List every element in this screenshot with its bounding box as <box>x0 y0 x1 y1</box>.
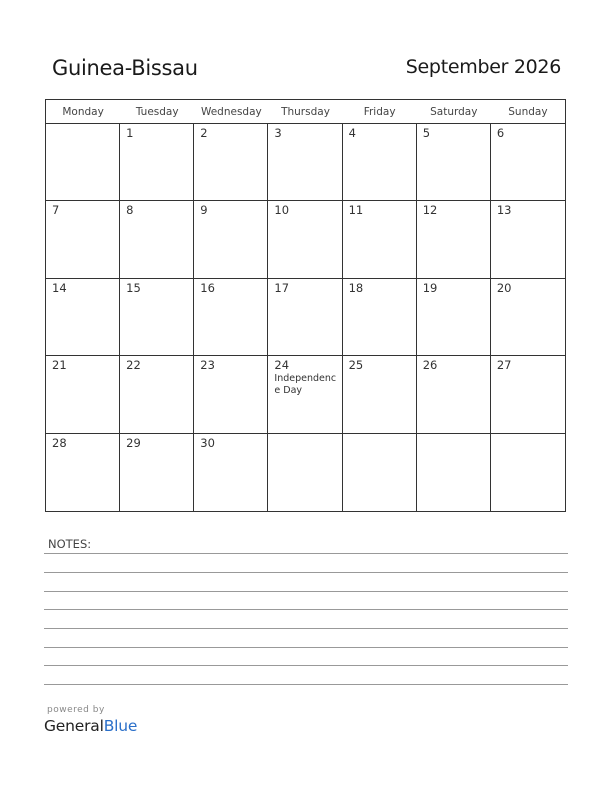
day-cell <box>120 201 194 278</box>
day-cell <box>491 124 565 201</box>
day-number: 9 <box>200 203 208 218</box>
day-cell <box>268 434 342 511</box>
note-line <box>44 591 568 592</box>
day-number: 3 <box>274 126 282 140</box>
day-cell <box>194 434 268 511</box>
day-number: 20 <box>496 280 512 295</box>
day-number: 12 <box>422 203 438 218</box>
day-number: 28 <box>52 435 67 450</box>
day-cell <box>491 434 565 511</box>
note-line <box>44 665 568 666</box>
day-number: 1 <box>126 126 134 140</box>
day-number: 24 <box>274 358 290 373</box>
day-cell <box>343 201 417 278</box>
day-cell <box>120 356 194 433</box>
day-cell <box>417 279 491 356</box>
day-cell <box>194 124 268 201</box>
day-number: 21 <box>52 358 67 373</box>
brand-logo-blue: Blue <box>103 717 138 735</box>
day-cell <box>268 201 342 278</box>
day-number: 25 <box>348 358 364 373</box>
day-cell <box>120 124 194 201</box>
day-cell <box>491 356 565 433</box>
day-cell <box>343 279 417 356</box>
day-cell <box>194 279 268 356</box>
weekday-header-friday: Friday <box>343 100 417 124</box>
day-number: 27 <box>496 358 512 373</box>
day-number: 8 <box>126 203 134 218</box>
day-cell <box>268 279 342 356</box>
day-number: 14 <box>52 280 67 295</box>
day-number: 2 <box>200 126 208 140</box>
day-cell <box>194 356 268 433</box>
day-cell <box>46 356 120 433</box>
powered-by-text: powered by <box>47 705 105 715</box>
holiday-label: Independence Day <box>274 373 337 397</box>
day-number: 30 <box>200 435 215 450</box>
day-number: 10 <box>274 203 290 218</box>
day-cell <box>343 356 417 433</box>
calendar-month-title: September 2026 <box>405 56 561 78</box>
day-number: 4 <box>348 126 356 140</box>
day-cell <box>194 201 268 278</box>
day-cell <box>491 201 565 278</box>
note-line <box>44 553 568 554</box>
day-cell <box>343 124 417 201</box>
day-number: 19 <box>422 280 438 295</box>
day-number: 7 <box>52 203 60 218</box>
day-cell <box>46 279 120 356</box>
day-cell <box>46 201 120 278</box>
note-line <box>44 684 568 685</box>
calendar-country-title: Guinea-Bissau <box>52 56 198 80</box>
day-cell <box>46 434 120 511</box>
day-number: 23 <box>200 358 215 373</box>
day-number: 26 <box>422 358 438 373</box>
day-number: 16 <box>200 280 215 295</box>
note-line <box>44 647 568 648</box>
brand-logo <box>44 717 137 735</box>
note-line <box>44 572 568 573</box>
day-cell <box>120 434 194 511</box>
day-cell <box>417 201 491 278</box>
day-number: 11 <box>348 203 364 218</box>
day-number: 22 <box>126 358 141 373</box>
weekday-header-tuesday: Tuesday <box>120 100 194 124</box>
day-number: 18 <box>348 280 364 295</box>
day-cell <box>46 124 120 201</box>
weekday-header-thursday: Thursday <box>268 100 342 124</box>
day-cell <box>417 434 491 511</box>
brand-logo-general: General <box>44 717 104 735</box>
weekday-header-monday: Monday <box>46 100 120 124</box>
day-cell <box>268 124 342 201</box>
day-cell <box>491 279 565 356</box>
day-cell <box>343 434 417 511</box>
note-line <box>44 609 568 610</box>
day-number: 29 <box>126 435 141 450</box>
day-cell <box>268 356 342 433</box>
weekday-header-wednesday: Wednesday <box>194 100 268 124</box>
weekday-header-sunday: Sunday <box>491 100 565 124</box>
day-cell <box>417 124 491 201</box>
day-number: 5 <box>422 126 431 140</box>
day-cell <box>120 279 194 356</box>
day-number: 6 <box>496 126 505 140</box>
calendar-grid <box>45 99 566 512</box>
day-cell <box>417 356 491 433</box>
weekday-header-saturday: Saturday <box>417 100 491 124</box>
day-number: 13 <box>496 203 512 218</box>
note-line <box>44 628 568 629</box>
day-number: 15 <box>126 280 141 295</box>
notes-label: NOTES: <box>48 537 92 551</box>
day-number: 17 <box>274 280 290 295</box>
